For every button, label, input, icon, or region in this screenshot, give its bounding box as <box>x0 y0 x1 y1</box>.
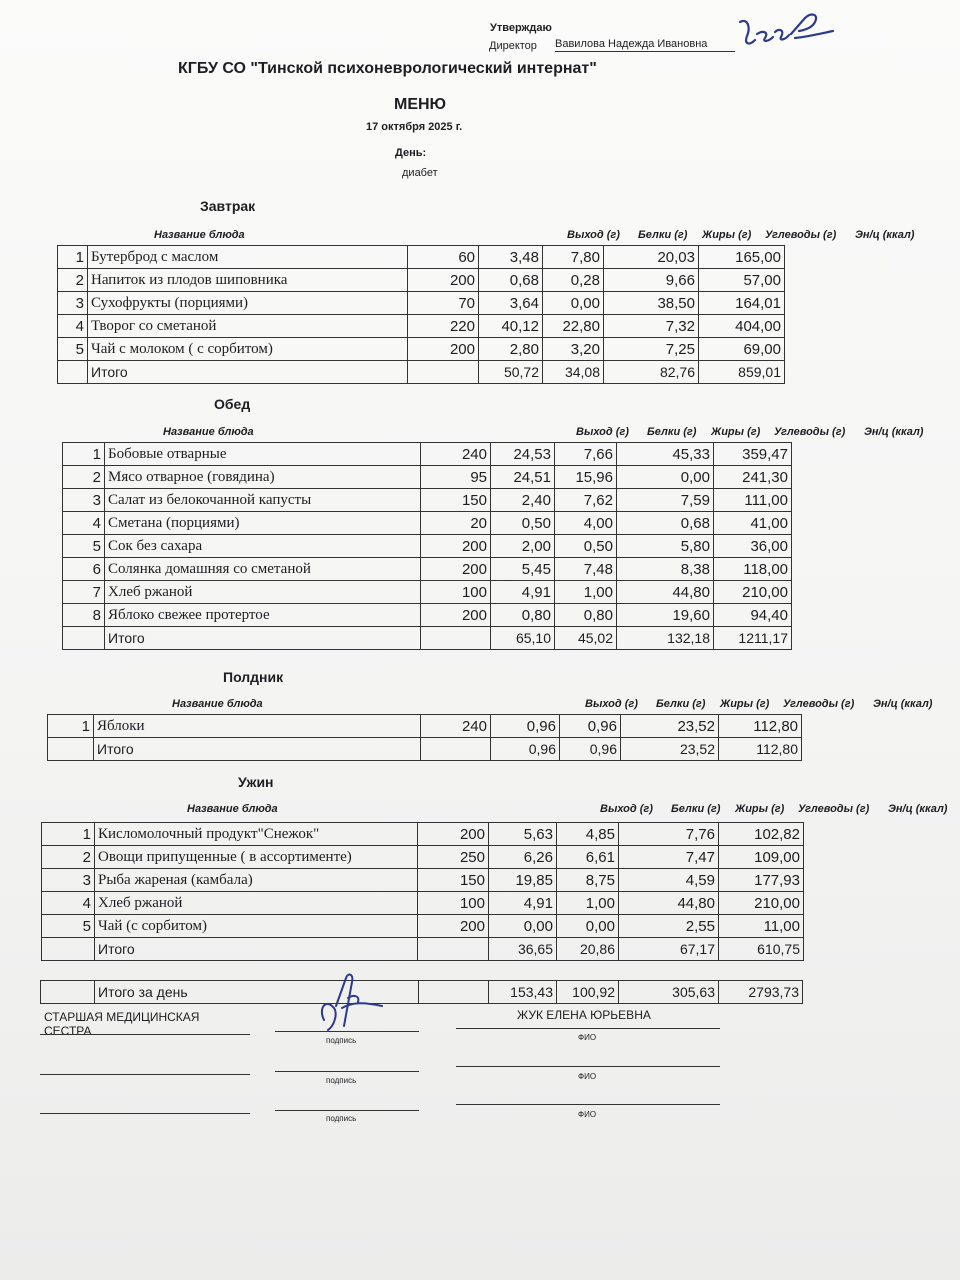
dish-yield: 150 <box>418 869 489 892</box>
total-carbs: 23,52 <box>621 738 719 761</box>
dish-fat: 22,80 <box>543 315 604 338</box>
total-protein: 0,96 <box>491 738 560 761</box>
column-header-yield: Выход (г) <box>585 698 638 710</box>
approval-title: Утверждаю <box>490 22 552 34</box>
empty-cell <box>48 738 94 761</box>
dish-energy: 69,00 <box>699 338 785 361</box>
dish-carbs: 20,03 <box>604 246 699 269</box>
dish-yield: 100 <box>418 892 489 915</box>
column-header-protein: Белки (г) <box>638 229 688 241</box>
day-total-row <box>41 981 803 1004</box>
dish-energy: 210,00 <box>714 581 792 604</box>
dish-name: Бобовые отварные <box>105 443 421 466</box>
dish-yield: 150 <box>421 489 491 512</box>
dish-carbs: 8,38 <box>617 558 714 581</box>
title-line-2 <box>40 1074 250 1075</box>
dish-energy: 359,47 <box>714 443 792 466</box>
dish-row <box>58 246 785 269</box>
total-fat: 20,86 <box>557 938 619 961</box>
dish-row <box>63 558 792 581</box>
signature-caption-3: подпись <box>326 1114 357 1123</box>
dish-protein: 0,68 <box>479 269 543 292</box>
menu-title: МЕНЮ <box>394 96 447 113</box>
empty-cell <box>63 627 105 650</box>
fio-line-2 <box>456 1066 720 1067</box>
dish-yield: 100 <box>421 581 491 604</box>
dish-yield: 70 <box>408 292 479 315</box>
dish-fat: 4,85 <box>557 823 619 846</box>
total-protein: 65,10 <box>491 627 555 650</box>
dish-energy: 164,01 <box>699 292 785 315</box>
dish-name: Напиток из плодов шиповника <box>88 269 408 292</box>
column-header-name: Название блюда <box>172 698 263 710</box>
dish-energy: 57,00 <box>699 269 785 292</box>
dish-protein: 0,50 <box>491 512 555 535</box>
meal-title: Ужин <box>238 774 274 790</box>
empty-cell <box>42 938 95 961</box>
dish-yield: 200 <box>408 269 479 292</box>
dish-row <box>58 338 785 361</box>
dish-carbs: 5,80 <box>617 535 714 558</box>
dish-n: 5 <box>58 338 88 361</box>
dish-fat: 7,66 <box>555 443 617 466</box>
total-fat: 0,96 <box>560 738 621 761</box>
dish-energy: 241,30 <box>714 466 792 489</box>
meal-table <box>41 822 804 961</box>
dish-n: 2 <box>58 269 88 292</box>
dish-energy: 112,80 <box>719 715 802 738</box>
column-header-carbs: Углеводы (г) <box>798 803 870 815</box>
total-fat: 45,02 <box>555 627 617 650</box>
dish-protein: 0,00 <box>489 915 557 938</box>
dish-row <box>63 535 792 558</box>
dish-fat: 8,75 <box>557 869 619 892</box>
fio-line-3 <box>456 1104 720 1105</box>
dish-protein: 2,00 <box>491 535 555 558</box>
total-energy: 610,75 <box>719 938 804 961</box>
column-header-fat: Жиры (г) <box>720 698 770 710</box>
dish-protein: 2,80 <box>479 338 543 361</box>
dish-energy: 109,00 <box>719 846 804 869</box>
dish-protein: 4,91 <box>489 892 557 915</box>
day-total-fat: 100,92 <box>557 981 619 1004</box>
day-total-label: Итого за день <box>95 981 419 1004</box>
column-header-protein: Белки (г) <box>656 698 706 710</box>
meal-total-row <box>63 627 792 650</box>
dish-n: 1 <box>63 443 105 466</box>
empty-cell <box>421 738 491 761</box>
signature-caption-1: подпись <box>326 1036 357 1045</box>
dish-protein: 3,48 <box>479 246 543 269</box>
director-signature <box>735 4 835 64</box>
total-fat: 34,08 <box>543 361 604 384</box>
dish-n: 1 <box>48 715 94 738</box>
dish-energy: 11,00 <box>719 915 804 938</box>
meal-total-row <box>58 361 785 384</box>
dish-n: 5 <box>42 915 95 938</box>
day-total-protein: 153,43 <box>489 981 557 1004</box>
dish-name: Яблоко свежее протертое <box>105 604 421 627</box>
dish-row <box>63 466 792 489</box>
meal-title: Полдник <box>223 669 284 685</box>
dish-n: 4 <box>63 512 105 535</box>
dish-n: 5 <box>63 535 105 558</box>
meal-table <box>47 714 802 761</box>
dish-fat: 0,96 <box>560 715 621 738</box>
day-total-carbs: 305,63 <box>619 981 719 1004</box>
dish-energy: 94,40 <box>714 604 792 627</box>
diet-label: диабет <box>402 167 438 179</box>
dish-n: 7 <box>63 581 105 604</box>
dish-protein: 5,63 <box>489 823 557 846</box>
dish-carbs: 7,32 <box>604 315 699 338</box>
column-header-carbs: Углеводы (г) <box>765 229 837 241</box>
dish-carbs: 9,66 <box>604 269 699 292</box>
column-header-fat: Жиры (г) <box>735 803 785 815</box>
dish-yield: 200 <box>408 338 479 361</box>
dish-carbs: 0,68 <box>617 512 714 535</box>
dish-carbs: 2,55 <box>619 915 719 938</box>
column-header-energy: Эн/ц (ккал) <box>864 426 924 438</box>
total-label: Итого <box>105 627 421 650</box>
dish-yield: 240 <box>421 715 491 738</box>
total-label: Итого <box>94 738 421 761</box>
dish-carbs: 44,80 <box>619 892 719 915</box>
dish-name: Хлеб ржаной <box>95 892 418 915</box>
dish-fat: 0,00 <box>557 915 619 938</box>
title-line-3 <box>40 1113 250 1114</box>
organization-title: КГБУ СО "Тинской психоневрологический интернат" <box>178 60 597 77</box>
dish-n: 1 <box>58 246 88 269</box>
dish-name: Творог со сметаной <box>88 315 408 338</box>
dish-yield: 60 <box>408 246 479 269</box>
column-header-name: Название блюда <box>187 803 278 815</box>
dish-protein: 3,64 <box>479 292 543 315</box>
total-label: Итого <box>88 361 408 384</box>
fio-line-1 <box>456 1028 720 1029</box>
total-energy: 859,01 <box>699 361 785 384</box>
dish-row <box>63 581 792 604</box>
empty-cell <box>58 361 88 384</box>
dish-fat: 3,20 <box>543 338 604 361</box>
dish-n: 1 <box>42 823 95 846</box>
fio-caption-3: ФИО <box>578 1110 597 1119</box>
dish-energy: 36,00 <box>714 535 792 558</box>
dish-row <box>63 604 792 627</box>
dish-n: 6 <box>63 558 105 581</box>
dish-carbs: 0,00 <box>617 466 714 489</box>
dish-carbs: 7,76 <box>619 823 719 846</box>
dish-row <box>42 846 804 869</box>
dish-yield: 20 <box>421 512 491 535</box>
dish-n: 3 <box>42 869 95 892</box>
column-header-carbs: Углеводы (г) <box>783 698 855 710</box>
total-protein: 50,72 <box>479 361 543 384</box>
dish-name: Овощи припущенные ( в ассортименте) <box>95 846 418 869</box>
dish-n: 3 <box>63 489 105 512</box>
director-name: Вавилова Надежда Ивановна <box>555 38 735 52</box>
dish-protein: 6,26 <box>489 846 557 869</box>
nurse-title: СТАРШАЯ МЕДИЦИНСКАЯ СЕСТРА <box>44 1010 200 1038</box>
signature-line-3 <box>275 1110 419 1111</box>
dish-carbs: 7,59 <box>617 489 714 512</box>
dish-protein: 24,51 <box>491 466 555 489</box>
dish-name: Бутерброд с маслом <box>88 246 408 269</box>
dish-name: Рыба жареная (камбала) <box>95 869 418 892</box>
nurse-name: ЖУК ЕЛЕНА ЮРЬЕВНА <box>517 1008 651 1022</box>
meal-total-row <box>42 938 804 961</box>
column-header-name: Название блюда <box>154 229 245 241</box>
dish-row <box>63 443 792 466</box>
dish-energy: 102,82 <box>719 823 804 846</box>
dish-energy: 41,00 <box>714 512 792 535</box>
dish-fat: 0,00 <box>543 292 604 315</box>
dish-fat: 1,00 <box>555 581 617 604</box>
empty-cell <box>408 361 479 384</box>
dish-n: 4 <box>58 315 88 338</box>
day-total-table <box>40 980 803 1004</box>
dish-yield: 200 <box>421 604 491 627</box>
dish-fat: 4,00 <box>555 512 617 535</box>
dish-protein: 24,53 <box>491 443 555 466</box>
dish-yield: 200 <box>418 915 489 938</box>
dish-name: Чай с молоком ( с сорбитом) <box>88 338 408 361</box>
dish-yield: 200 <box>421 535 491 558</box>
nurse-signature <box>312 968 392 1046</box>
day-label: День: <box>395 147 427 159</box>
dish-fat: 15,96 <box>555 466 617 489</box>
dish-name: Чай (с сорбитом) <box>95 915 418 938</box>
dish-protein: 0,80 <box>491 604 555 627</box>
column-header-energy: Эн/ц (ккал) <box>888 803 948 815</box>
dish-fat: 0,80 <box>555 604 617 627</box>
dish-fat: 7,62 <box>555 489 617 512</box>
dish-energy: 177,93 <box>719 869 804 892</box>
director-label: Директор <box>489 40 537 52</box>
dish-protein: 4,91 <box>491 581 555 604</box>
total-protein: 36,65 <box>489 938 557 961</box>
dish-energy: 118,00 <box>714 558 792 581</box>
dish-carbs: 7,25 <box>604 338 699 361</box>
dish-n: 2 <box>42 846 95 869</box>
dish-energy: 165,00 <box>699 246 785 269</box>
dish-energy: 111,00 <box>714 489 792 512</box>
dish-carbs: 45,33 <box>617 443 714 466</box>
dish-name: Сок без сахара <box>105 535 421 558</box>
dish-name: Салат из белокочанной капусты <box>105 489 421 512</box>
dish-row <box>42 915 804 938</box>
signature-caption-2: подпись <box>326 1076 357 1085</box>
dish-energy: 210,00 <box>719 892 804 915</box>
dish-row <box>42 892 804 915</box>
column-header-energy: Эн/ц (ккал) <box>873 698 933 710</box>
signature-line-2 <box>275 1071 419 1072</box>
dish-yield: 250 <box>418 846 489 869</box>
dish-carbs: 19,60 <box>617 604 714 627</box>
dish-fat: 1,00 <box>557 892 619 915</box>
dish-n: 8 <box>63 604 105 627</box>
dish-fat: 0,50 <box>555 535 617 558</box>
dish-fat: 7,48 <box>555 558 617 581</box>
title-line-1 <box>40 1034 250 1035</box>
total-carbs: 82,76 <box>604 361 699 384</box>
dish-carbs: 44,80 <box>617 581 714 604</box>
dish-yield: 95 <box>421 466 491 489</box>
meal-title: Обед <box>214 396 251 412</box>
dish-fat: 0,28 <box>543 269 604 292</box>
total-carbs: 67,17 <box>619 938 719 961</box>
dish-n: 2 <box>63 466 105 489</box>
total-label: Итого <box>95 938 418 961</box>
dish-yield: 220 <box>408 315 479 338</box>
column-header-protein: Белки (г) <box>671 803 721 815</box>
fio-caption-1: ФИО <box>578 1033 597 1042</box>
dish-name: Хлеб ржаной <box>105 581 421 604</box>
dish-fat: 6,61 <box>557 846 619 869</box>
dish-carbs: 4,59 <box>619 869 719 892</box>
column-header-fat: Жиры (г) <box>711 426 761 438</box>
dish-name: Сухофрукты (порциями) <box>88 292 408 315</box>
dish-protein: 5,45 <box>491 558 555 581</box>
dish-row <box>58 269 785 292</box>
dish-name: Яблоки <box>94 715 421 738</box>
dish-carbs: 23,52 <box>621 715 719 738</box>
dish-protein: 40,12 <box>479 315 543 338</box>
dish-n: 3 <box>58 292 88 315</box>
dish-row <box>58 292 785 315</box>
dish-protein: 2,40 <box>491 489 555 512</box>
dish-energy: 404,00 <box>699 315 785 338</box>
dish-row <box>63 512 792 535</box>
column-header-yield: Выход (г) <box>600 803 653 815</box>
dish-row <box>63 489 792 512</box>
dish-protein: 19,85 <box>489 869 557 892</box>
total-energy: 1211,17 <box>714 627 792 650</box>
menu-date: 17 октября 2025 г. <box>366 121 463 133</box>
dish-name: Сметана (порциями) <box>105 512 421 535</box>
column-header-yield: Выход (г) <box>576 426 629 438</box>
meal-total-row <box>48 738 802 761</box>
column-header-fat: Жиры (г) <box>702 229 752 241</box>
dish-n: 4 <box>42 892 95 915</box>
column-header-yield: Выход (г) <box>567 229 620 241</box>
dish-row <box>58 315 785 338</box>
dish-name: Солянка домашняя со сметаной <box>105 558 421 581</box>
dish-row <box>42 869 804 892</box>
dish-name: Кисломолочный продукт"Снежок" <box>95 823 418 846</box>
column-header-energy: Эн/ц (ккал) <box>855 229 915 241</box>
meal-table <box>57 245 785 384</box>
total-carbs: 132,18 <box>617 627 714 650</box>
meal-table <box>62 442 792 650</box>
empty-cell <box>421 627 491 650</box>
empty-cell <box>418 938 489 961</box>
fio-caption-2: ФИО <box>578 1072 597 1081</box>
column-header-protein: Белки (г) <box>647 426 697 438</box>
dish-row <box>48 715 802 738</box>
dish-protein: 0,96 <box>491 715 560 738</box>
column-header-carbs: Углеводы (г) <box>774 426 846 438</box>
column-header-name: Название блюда <box>163 426 254 438</box>
dish-carbs: 38,50 <box>604 292 699 315</box>
total-energy: 112,80 <box>719 738 802 761</box>
dish-fat: 7,80 <box>543 246 604 269</box>
dish-yield: 200 <box>418 823 489 846</box>
meal-title: Завтрак <box>200 198 256 214</box>
dish-yield: 200 <box>421 558 491 581</box>
dish-carbs: 7,47 <box>619 846 719 869</box>
dish-row <box>42 823 804 846</box>
day-total-energy: 2793,73 <box>719 981 803 1004</box>
dish-yield: 240 <box>421 443 491 466</box>
dish-name: Мясо отварное (говядина) <box>105 466 421 489</box>
